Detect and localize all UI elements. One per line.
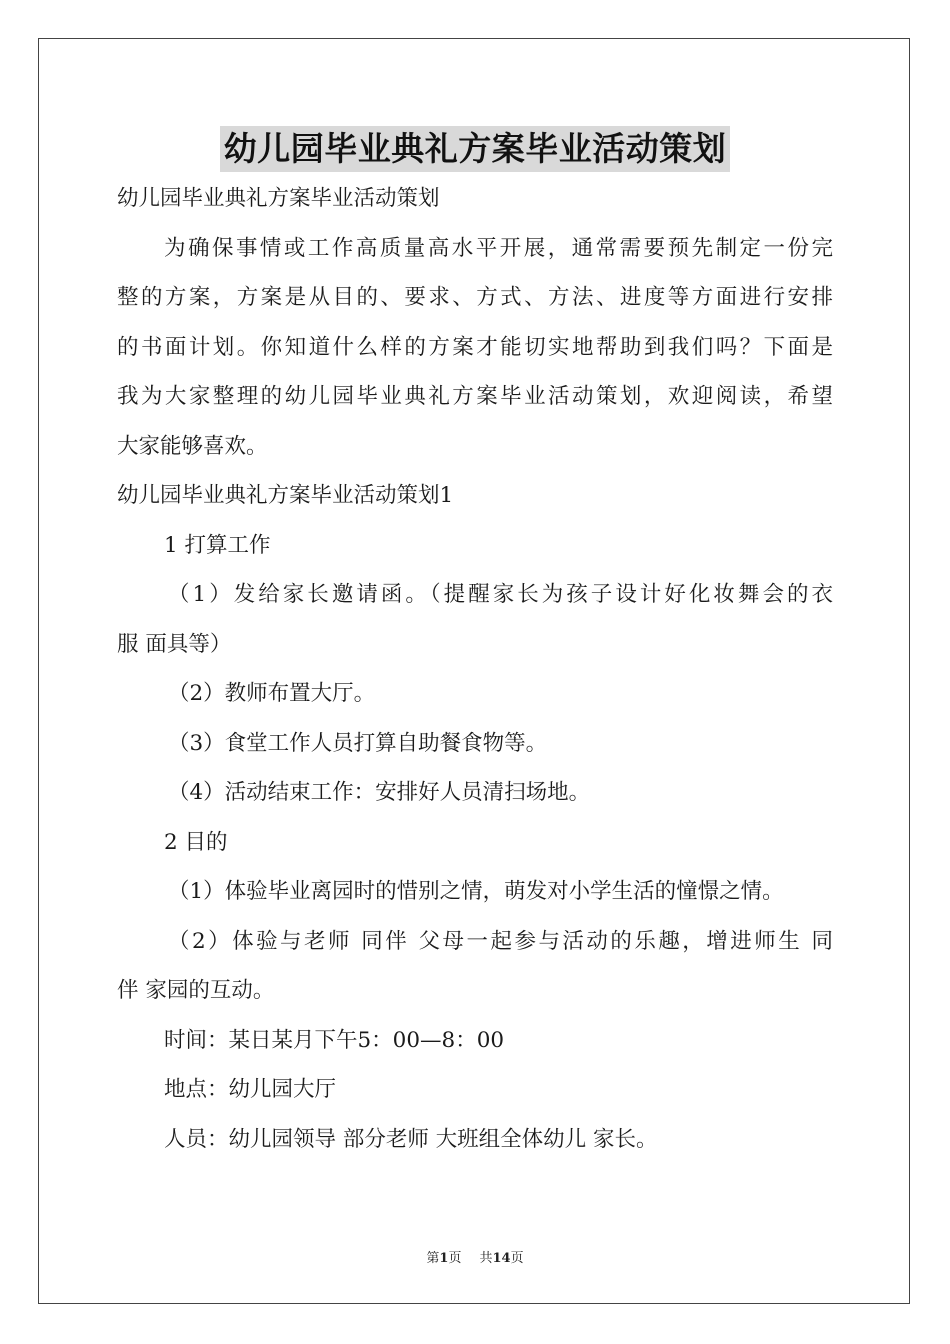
item2-sub1: （1）体验毕业离园时的惜别之情，萌发对小学生活的憧憬之情。 [168,879,784,904]
item1-sub1-line: 服 面具等） [117,631,232,657]
item1-sub1-line: （1）发给家长邀请函。（提醒家长为孩子设计好化妆舞会的衣 [168,582,833,607]
item2-sub2-line: 伴 家园的互动。 [117,978,275,1003]
time-line: 时间：某日某月下午5：00—8：00 [164,1027,505,1053]
intro-line: 的书面计划。你知道什么样的方案才能切实地帮助到我们吗？下面是 [117,334,833,360]
item-heading-purpose: 2 目的 [164,829,228,855]
intro-line: 整的方案，方案是从目的、要求、方式、方法、进度等方面进行安排 [117,285,833,310]
place-line: 地点：幼儿园大厅 [164,1077,337,1102]
intro-line: 为确保事情或工作高质量高水平开展，通常需要预先制定一份完 [164,235,833,261]
page-suffix: 页 [448,1251,462,1266]
item2-sub2-line: （2）体验与老师 同伴 父母一起参与活动的乐趣，增进师生 同 [168,928,833,954]
item-heading-preparation: 1 打算工作 [164,532,271,558]
intro-paragraph [117,224,833,472]
title-container [0,126,950,172]
item1-sub3: （3）食堂工作人员打算自助餐食物等。 [168,730,548,756]
item2-sub2 [117,917,833,1016]
document-body [117,174,833,1164]
document-subtitle: 幼儿园毕业典礼方案毕业活动策划 [117,186,440,211]
page-number: 1 [439,1251,449,1266]
section-heading: 幼儿园毕业典礼方案毕业活动策划1 [117,483,454,508]
total-prefix: 共 [479,1251,493,1266]
document-title: 幼儿园毕业典礼方案毕业活动策划 [220,126,731,172]
item1-sub1 [117,570,833,669]
intro-line: 大家能够喜欢。 [117,433,268,459]
people-line: 人员：幼儿园领导 部分老师 大班组全体幼儿 家长。 [164,1126,658,1152]
total-pages: 14 [492,1251,511,1266]
page-footer [0,1247,950,1266]
total-suffix: 页 [510,1251,524,1266]
page-prefix: 第 [426,1251,440,1266]
item1-sub4: （4）活动结束工作：安排好人员清扫场地。 [168,780,591,805]
intro-line: 我为大家整理的幼儿园毕业典礼方案毕业活动策划，欢迎阅读，希望 [117,384,833,409]
item1-sub2: （2）教师布置大厅。 [168,681,376,706]
